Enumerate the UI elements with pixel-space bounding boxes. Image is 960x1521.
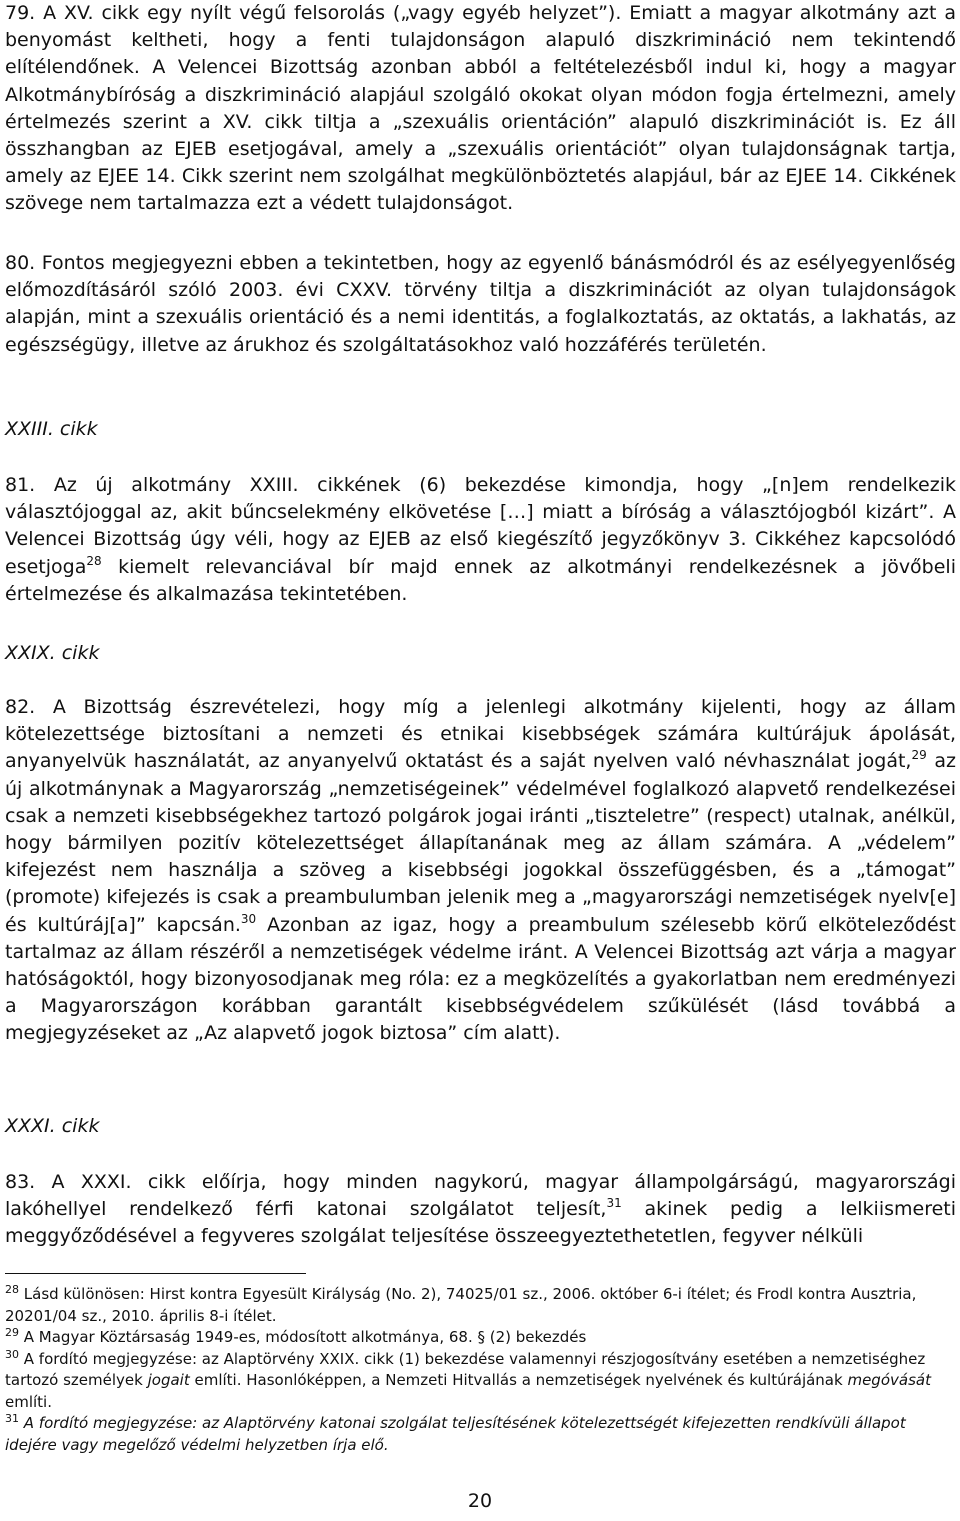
section-heading-xxix: XXIX. cikk bbox=[5, 642, 100, 664]
footnote-ref-28[interactable]: 28 bbox=[86, 553, 102, 568]
paragraph-82-text-a: 82. A Bizottság észrevételezi, hogy míg a jelenlegi alkotmány kijelenti, hogy az állam kötelezettsége biztosítani a nemzeti és etnikai kisebbségek számára kultúrájuk ápolását, anyanyelvük használatát, az anyanyelvű oktatást és a saját nyelven való névhasználat jogát, bbox=[5, 696, 956, 773]
footnote-number-28: 28 bbox=[5, 1283, 19, 1296]
paragraph-83-text-a: 83. A XXXI. cikk előírja, hogy minden nagykorú, magyar állampolgárságú, magyarországi lakóhellyel rendelkező férfi katonai szolgálatot teljesít, bbox=[5, 1171, 956, 1221]
paragraph-81-text-a: 81. Az új alkotmány XXIII. cikkének (6) bekezdése kimondja, hogy „[n]em rendelkezik választójoggal az, akit bűncselekmény elkövetése […] miatt a bíróság a választójogból kizárt”. A Velencei Bizottság úgy véli, hogy az EJEB az első kiegészítő jegyzőkönyv 3. Cikkéhez kapcsolódó esetjoga bbox=[5, 474, 956, 578]
footnotes bbox=[5, 1284, 956, 1456]
paragraph-82-text-c: Azonban az igaz, hogy a preambulum szélesebb körű elköteleződést tartalmaz az állam részéről a nemzetiségek védelme iránt. A Velencei Bizottság azt várja a magyar hatóságoktól, hogy bizonyosodjanak meg róla: ez a megközelítés a gyakorlatban nem eredményezi a Magyarországon korábban garantált kisebbségvédelem szűkülését (lásd továbbá a megjegyzéseket az „Az alapvető jogok biztosa” cím alatt). bbox=[5, 913, 956, 1045]
footnote-ref-30[interactable]: 30 bbox=[240, 911, 257, 926]
footnote-number-30: 30 bbox=[5, 1347, 19, 1361]
footnote-text-30-b: említi. Hasonlóképpen, a Nemzeti Hitvallás a nemzetiségek nyelvének és kultúrájának bbox=[189, 1371, 848, 1389]
footnote-text-30-c: említi. bbox=[5, 1392, 52, 1411]
section-heading-xxxi: XXXI. cikk bbox=[5, 1115, 100, 1137]
page-number: 20 bbox=[467, 1490, 493, 1512]
footnote-28 bbox=[5, 1284, 956, 1327]
footnote-text-30-a: A fordító megjegyzése: az Alaptörvény XXIX. cikk (1) bekezdése valamennyi részjogosítvány esetében a nemzetiséghez tartozó személyek bbox=[5, 1349, 926, 1389]
section-heading-xxiii: XXIII. cikk bbox=[5, 418, 98, 440]
paragraph-83-text-b: akinek pedig a lelkiismereti meggyőződésével a fegyveres szolgálat teljesítése összeegyeztethetetlen, fegyver nélküli bbox=[5, 1198, 957, 1248]
footnote-text-31: A fordító megjegyzése: az Alaptörvény katonai szolgálat teljesítésének kötelezettségét kifejezetten rendkívüli állapot idejére vagy megelőző védelmi helyzetben írja elő. bbox=[5, 1414, 906, 1454]
paragraph-82-text-b: az új alkotmánynak a Magyarország „nemzetiségeinek” védelmével foglalkozó alapvető rendelkezései csak a nemzeti kisebbségekhez tartozó polgárok jogai iránti „tiszteletre” (respect) utalnak, anélkül, hogy bármilyen pozitív kötelezettséget állapítanának meg az állam számára. A „védelem” kifejezést nem használja a szöveg a kisebbségi jogokkal összefüggésben, és a „támogat” (promote) kifejezés is csak a preambulumban jelenik meg a „magyarországi nemzetiségek nyelv[e] és kultúráj[a]” kapcsán. bbox=[5, 750, 957, 936]
paragraph-80: 80. Fontos megjegyezni ebben a tekintetben, hogy az egyenlő bánásmódról és az esélyegyenlőség előmozdításáról szóló 2003. évi CXXV. törvény tiltja a diszkriminációt az olyan tulajdonságok alapján, mint a szexuális orientáció és a nemi identitás, a foglalkoztatás, az oktatás, a lakhatás, az egészségügy, illetve az árukhoz és szolgáltatásokhoz való hozzáférés területén. bbox=[5, 252, 956, 356]
footnote-number-29: 29 bbox=[5, 1326, 19, 1339]
footnote-29 bbox=[5, 1327, 956, 1349]
footnote-ref-29[interactable]: 29 bbox=[911, 748, 927, 763]
footnote-number-31: 31 bbox=[5, 1412, 19, 1425]
footnote-30 bbox=[5, 1349, 956, 1414]
footnote-31 bbox=[5, 1413, 956, 1456]
footnote-text-30-em2: megóvását bbox=[847, 1371, 931, 1389]
paragraph-81 bbox=[5, 472, 956, 608]
footnote-text-29: A Magyar Köztársaság 1949-es, módosított alkotmánya, 68. § (2) bekezdés bbox=[19, 1328, 587, 1346]
footnote-text-28: Lásd különösen: Hirst kontra Egyesült Királyság (No. 2), 74025/01 sz., 2006. október 6-i ítélet; és Frodl kontra Ausztria, 20201/04 sz., 2010. április 8-i ítélet. bbox=[5, 1285, 917, 1325]
footnote-text-30-em1: jogait bbox=[147, 1371, 190, 1389]
paragraph-82 bbox=[5, 694, 956, 1048]
paragraph-83 bbox=[5, 1169, 956, 1251]
footnote-ref-31[interactable]: 31 bbox=[606, 1196, 622, 1211]
footnote-separator bbox=[5, 1273, 306, 1274]
paragraph-79: 79. A XV. cikk egy nyílt végű felsorolás („vagy egyéb helyzet”). Emiatt a magyar alkotmány azt a benyomást keltheti, hogy a fenti tulajdonságon alapuló diszkrimináció nem tekintendő elítélendőnek. A Velencei Bizottság azonban abból a feltételezésből indul ki, hogy a magyar Alkotmánybíróság a diszkrimináció alapjául szolgáló okokat olyan módon fogja értelmezni, amely értelmezés szerint a XV. cikk tiltja a „szexuális orientáción” alapuló diszkriminációt is. Ez áll összhangban az EJEB esetjogával, amely a „szexuális orientációt” olyan tulajdonságnak tartja, amely az EJEE 14. Cikk szerint nem szolgálhat megkülönböztetés alapjául, bár az EJEE 14. Cikkének szövege nem tartalmazza ezt a védett tulajdonságot. bbox=[5, 2, 956, 215]
paragraph-81-text-b: kiemelt relevanciával bír majd ennek az alkotmányi rendelkezésnek a jövőbeli értelmezése és alkalmazása tekintetében. bbox=[5, 555, 956, 605]
